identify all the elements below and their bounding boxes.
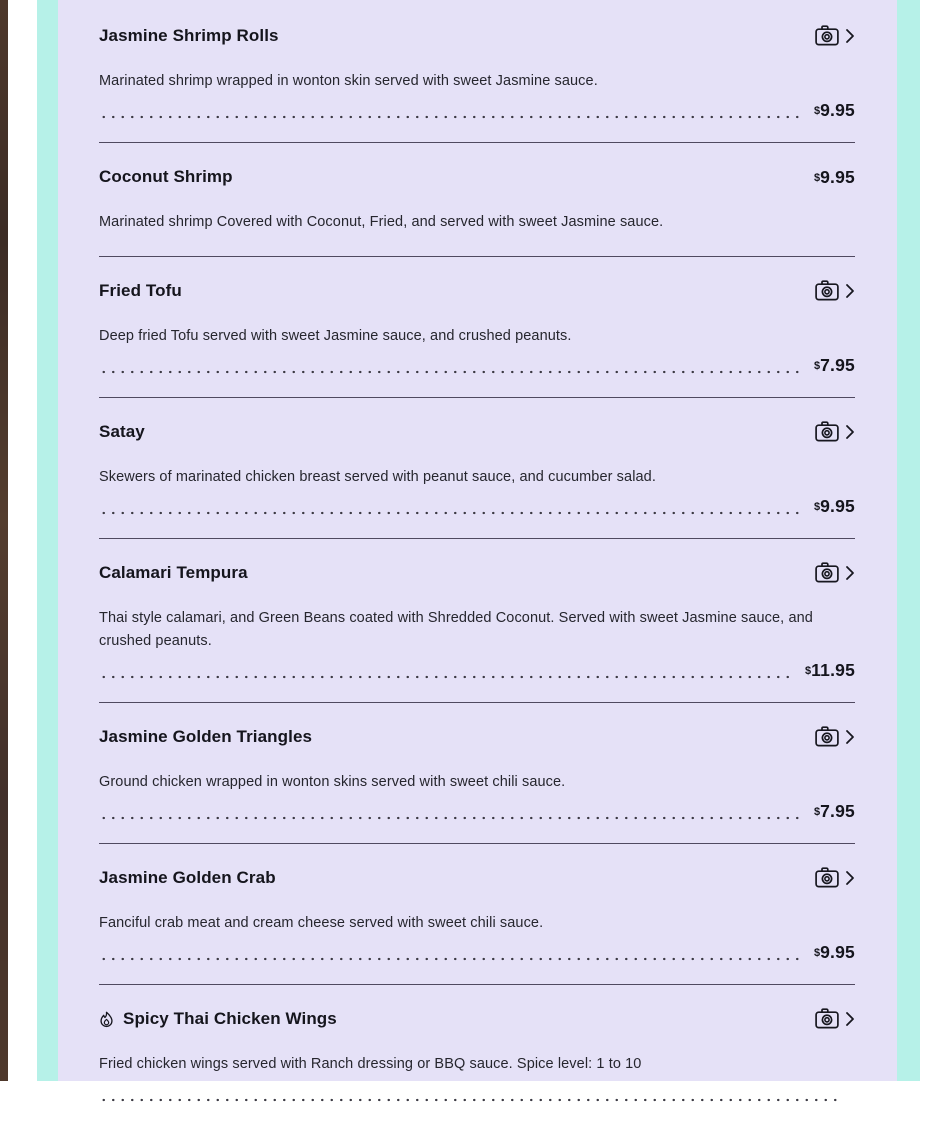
photo-button[interactable] xyxy=(815,1008,839,1029)
price-amount: 9.95 xyxy=(820,167,855,187)
price-amount: 7.95 xyxy=(820,355,855,375)
item-name-label: Calamari Tempura xyxy=(99,563,248,582)
item-name xyxy=(99,24,279,48)
menu-item-header xyxy=(99,420,855,444)
photo-button[interactable] xyxy=(815,280,839,301)
item-description: Marinated shrimp wrapped in wonton skin served with sweet Jasmine sauce. xyxy=(99,73,598,89)
price-leader-row xyxy=(99,101,855,123)
expand-item-button[interactable] xyxy=(845,424,855,440)
menu-item-header xyxy=(99,1007,855,1031)
menu-item-header xyxy=(99,725,855,749)
menu-item xyxy=(99,257,855,398)
chevron-right-icon xyxy=(845,428,855,443)
chevron-right-icon xyxy=(845,733,855,748)
camera-icon xyxy=(815,1017,839,1032)
item-name-label: Jasmine Golden Crab xyxy=(99,868,276,887)
item-name xyxy=(99,1007,337,1031)
photo-button[interactable] xyxy=(815,421,839,442)
dotted-leader xyxy=(99,675,793,679)
menu-item-header xyxy=(99,279,855,303)
item-description: Deep fried Tofu served with sweet Jasmine sauce, and crushed peanuts. xyxy=(99,328,572,344)
item-name-label: Jasmine Golden Triangles xyxy=(99,727,313,746)
expand-item-button[interactable] xyxy=(845,870,855,886)
expand-item-button[interactable] xyxy=(845,729,855,745)
price-amount: 11.95 xyxy=(811,660,855,680)
camera-icon xyxy=(815,34,839,49)
currency-symbol: $ xyxy=(814,947,821,959)
expand-item-button[interactable] xyxy=(845,565,855,581)
item-description: Thai style calamari, and Green Beans coated with Shredded Coconut. Served with sweet Jasmine sauce, and crushed peanuts. xyxy=(99,610,813,649)
price-leader-row xyxy=(99,661,855,683)
expand-item-button[interactable] xyxy=(845,1011,855,1027)
item-name xyxy=(99,165,233,189)
photo-button[interactable] xyxy=(815,726,839,747)
menu-item xyxy=(99,398,855,539)
camera-icon xyxy=(815,735,839,750)
item-name xyxy=(99,420,145,444)
item-description: Skewers of marinated chicken breast served with peanut sauce, and cucumber salad. xyxy=(99,469,656,485)
item-price xyxy=(814,354,855,378)
currency-symbol: $ xyxy=(814,501,821,513)
menu-item-header xyxy=(99,561,855,585)
expand-item-button[interactable] xyxy=(845,28,855,44)
item-price xyxy=(805,659,855,683)
item-name-label: Satay xyxy=(99,422,145,441)
page-band xyxy=(37,0,920,1081)
item-price xyxy=(814,99,855,123)
currency-symbol: $ xyxy=(814,360,821,372)
menu-item xyxy=(99,844,855,985)
chevron-right-icon xyxy=(845,1015,855,1030)
item-actions xyxy=(815,1007,855,1029)
item-name xyxy=(99,279,182,303)
price-amount: 9.95 xyxy=(820,496,855,516)
chevron-right-icon xyxy=(845,287,855,302)
price-leader-row xyxy=(99,356,855,378)
menu-item xyxy=(99,2,855,143)
currency-symbol: $ xyxy=(814,105,821,117)
dotted-leader xyxy=(99,115,802,119)
menu-item-header xyxy=(99,866,855,890)
photo-button[interactable] xyxy=(815,562,839,583)
price-amount: 9.95 xyxy=(820,100,855,120)
item-name xyxy=(99,561,248,585)
currency-symbol: $ xyxy=(814,172,821,184)
price-amount: 9.95 xyxy=(820,942,855,962)
camera-icon xyxy=(815,430,839,445)
item-name xyxy=(99,725,312,749)
item-description: Fanciful crab meat and cream cheese served with sweet chili sauce. xyxy=(99,915,544,931)
menu-item xyxy=(99,539,855,703)
price-leader-row xyxy=(99,802,855,824)
wood-background-edge xyxy=(0,0,8,1081)
dotted-leader xyxy=(99,511,802,515)
dotted-leader xyxy=(99,370,802,374)
menu-item xyxy=(99,703,855,844)
menu-item xyxy=(99,143,855,257)
currency-symbol: $ xyxy=(805,665,812,677)
item-name-label: Jasmine Shrimp Rolls xyxy=(99,26,279,45)
item-description: Marinated shrimp Covered with Coconut, Fried, and served with sweet Jasmine sauce. xyxy=(99,214,664,230)
flame-icon xyxy=(99,1011,114,1028)
price-leader-row xyxy=(99,1084,855,1106)
chevron-right-icon xyxy=(845,569,855,584)
item-actions xyxy=(815,24,855,46)
item-actions xyxy=(815,420,855,442)
chevron-right-icon xyxy=(845,32,855,47)
menu-item xyxy=(99,985,855,1125)
dotted-leader xyxy=(99,1098,843,1102)
item-actions xyxy=(815,279,855,301)
item-price xyxy=(814,800,855,824)
price-amount: 7.95 xyxy=(820,801,855,821)
price-leader-row xyxy=(99,497,855,519)
item-price xyxy=(814,495,855,519)
price-leader-row xyxy=(99,943,855,965)
item-actions xyxy=(815,561,855,583)
item-description: Fried chicken wings served with Ranch dressing or BBQ sauce. Spice level: 1 to 10 xyxy=(99,1056,642,1072)
item-actions xyxy=(815,866,855,888)
item-price xyxy=(814,941,855,965)
menu-panel xyxy=(58,0,897,1081)
item-description: Ground chicken wrapped in wonton skins served with sweet chili sauce. xyxy=(99,774,566,790)
menu-item-header xyxy=(99,24,855,48)
chevron-right-icon xyxy=(845,874,855,889)
camera-icon xyxy=(815,571,839,586)
photo-button[interactable] xyxy=(815,867,839,888)
item-name-label: Spicy Thai Chicken Wings xyxy=(123,1009,337,1028)
item-actions xyxy=(815,725,855,747)
photo-button[interactable] xyxy=(815,25,839,46)
menu-item-list xyxy=(58,0,897,1125)
camera-icon xyxy=(815,876,839,891)
dotted-leader xyxy=(99,816,802,820)
item-name-label: Coconut Shrimp xyxy=(99,167,233,186)
currency-symbol: $ xyxy=(814,806,821,818)
item-price xyxy=(814,165,855,190)
camera-icon xyxy=(815,289,839,304)
item-name-label: Fried Tofu xyxy=(99,281,182,300)
menu-item-header xyxy=(99,165,855,189)
item-name xyxy=(99,866,276,890)
dotted-leader xyxy=(99,957,802,961)
expand-item-button[interactable] xyxy=(845,283,855,299)
